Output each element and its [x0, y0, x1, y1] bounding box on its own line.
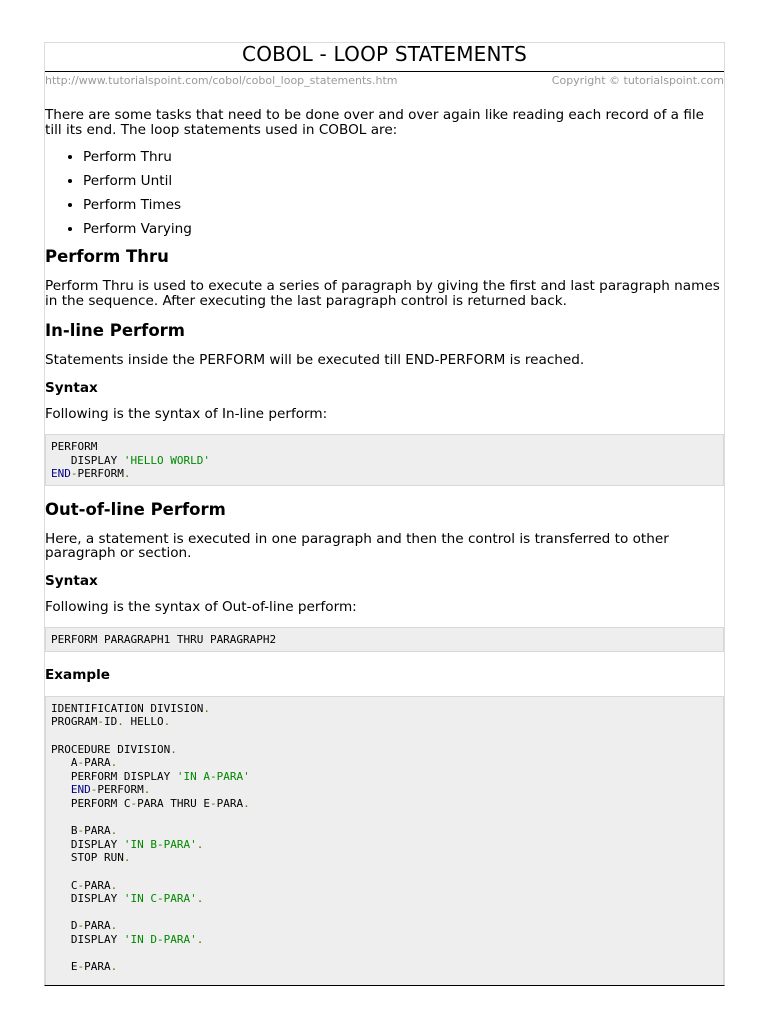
inline-perform-paragraph: Statements inside the PERFORM will be executed till END-PERFORM is reached. — [45, 352, 585, 368]
list-item: • Perform Until — [83, 169, 724, 193]
inline-syntax-intro: Following is the syntax of In-line perform: — [45, 405, 328, 422]
page-title: COBOL - LOOP STATEMENTS — [242, 42, 527, 66]
outline-syntax-code-block: PERFORM PARAGRAPH1 THRU PARAGRAPH2 — [45, 627, 724, 652]
inline-syntax-code-block: PERFORM DISPLAY 'HELLO WORLD' END-PERFORM. — [45, 434, 724, 486]
perform-thru-heading: Perform Thru — [45, 247, 169, 266]
article-body — [45, 108, 724, 986]
outline-syntax-heading: Syntax — [45, 572, 98, 589]
copyright-text: Copyright © tutorialspoint.com — [551, 74, 724, 87]
intro-paragraph: There are some tasks that need to be done over and over again like reading each record of a file till its end. The loop statements used in COBOL are: — [45, 107, 705, 138]
outline-perform-paragraph: Here, a statement is executed in one paragraph and then the control is transferred to other paragraph or section. — [45, 530, 669, 562]
inline-syntax-heading: Syntax — [45, 379, 98, 396]
source-url-link[interactable]: http://www.tutorialspoint.com/cobol/cobol_loop_statements.htm — [45, 74, 398, 87]
header-meta — [45, 74, 724, 88]
title-divider — [45, 71, 724, 72]
perform-thru-paragraph: Perform Thru is used to execute a series of paragraph by giving the first and last paragraph names in the sequence. After executing the last paragraph control is returned back. — [45, 278, 720, 309]
outline-perform-heading: Out-of-line Perform — [45, 499, 226, 519]
document-page — [44, 42, 725, 986]
loop-types-list — [45, 145, 724, 241]
list-item: • Perform Thru — [83, 145, 724, 169]
example-heading: Example — [45, 666, 111, 683]
example-code-block: IDENTIFICATION DIVISION. PROGRAM-ID. HELLO. PROCEDURE DIVISION. A-PARA. PERFORM DISPLAY 'IN A-PARA' END-PERFORM. PERFORM C-PARA THRU E-PARA. B-PARA. DISPLAY 'IN B-PARA'. STOP RUN. C-PARA. DISPLAY 'IN C-PARA'. D-PARA. DISPLAY 'IN D-PARA'. E-PARA. — [45, 696, 724, 986]
list-item: • Perform Times — [83, 193, 724, 217]
list-item: • Perform Varying — [83, 217, 724, 241]
inline-perform-heading: In-line Perform — [45, 321, 185, 340]
outline-syntax-intro: Following is the syntax of Out-of-line perform: — [45, 598, 357, 615]
